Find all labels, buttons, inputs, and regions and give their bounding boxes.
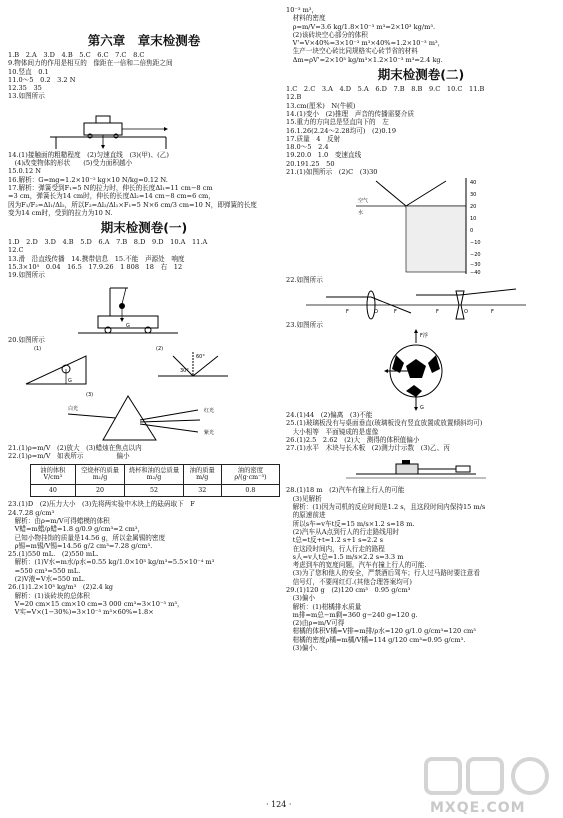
fig21-label: 0: [470, 228, 474, 235]
answer-line: 15.3×10⁵ 0.04 16.5 17.9.26 1 808 18 右 12: [8, 263, 183, 272]
answer-line: (3)偏小: [286, 594, 316, 603]
fig22-label: F: [436, 308, 439, 315]
exam2-title: 期末检测卷(二): [377, 67, 465, 83]
figure-19: [68, 280, 208, 336]
fig22-label: F: [491, 308, 494, 315]
data-table: [30, 464, 280, 498]
answer-line: (2)由ρ=m/V可得: [286, 619, 345, 628]
answer-line: (2)该砖块空心部分的体积: [286, 30, 368, 39]
answer-line: =3 cm，弹簧长为14 cm时，伸长的长度Δl₂=14 cm−8 cm=6 cm，: [8, 192, 215, 201]
figure-13: [48, 101, 188, 151]
answer-line: V实=V×(1−30%)=3×10⁻³ m³×60%=1.8×: [8, 608, 154, 617]
answer-line: 14.(1)变小 (2)推理 声音的传播需要介质: [286, 109, 415, 118]
answer-line: 24.7.28 g/cm³: [8, 508, 55, 517]
answer-line: V'=V×40%=3×10⁻³ m³×40%=1.2×10⁻³ m³，: [286, 39, 445, 48]
table-cell: 52: [125, 484, 183, 497]
fig21-label: 20: [470, 204, 477, 211]
figure-20: [8, 344, 280, 444]
answer-line: 材料的密度: [286, 14, 326, 23]
answer-line: 12.35 35: [8, 84, 42, 93]
fig23-label: F浮: [420, 332, 428, 339]
fig20-label: (1): [34, 345, 42, 352]
fig20-label: 紫光: [204, 429, 215, 436]
fig20-label: 红光: [204, 407, 215, 414]
answer-line: 13.cm(厘米) N(牛顿): [286, 101, 356, 110]
answer-line: 16.1.26(2.24～2.28均可) (2)0.19: [286, 126, 397, 135]
table-cell: 40: [31, 484, 76, 497]
answer-line: 17.质量 4 反射: [286, 134, 341, 143]
answer-line: 21.(1)如图所示 (2)C (3)30: [286, 168, 378, 177]
fig20-label: (3): [86, 391, 94, 398]
table-cell: 20: [75, 484, 125, 497]
fig21-label: 30: [470, 192, 477, 199]
answer-line: 24.(1)44 (2)偏离 (3)不能: [286, 410, 373, 419]
answer-line: 17.解析：弹簧受到F₁=5 N的拉力时，伸长的长度Δl₁=11 cm−8 cm: [8, 183, 213, 192]
fig20-label: 30°: [180, 367, 189, 374]
answer-line: 28.(1)18 m (2)汽车有撞上行人的可能: [286, 486, 405, 495]
answer-line: 25.(1)玻璃板没有与桌面垂直(玻璃板没有竖直放置或放置倾斜均可): [286, 419, 483, 428]
answer-line: 19.20.0 1.0 变速直线: [286, 151, 362, 160]
table-header-cell: 油的体积 V/cm³: [31, 464, 76, 484]
answer-line: 13.滑 沿直线传播 14.携带信息 15.不能 声源处 响度: [8, 254, 185, 263]
answer-line: 26.(1)1.2×10³ kg/m³ (2)2.4 kg: [8, 583, 114, 592]
page-number: · 124 ·: [266, 800, 292, 809]
table-header-cell: 烧杯和油的总质量 m₂/g: [125, 464, 183, 484]
answer-line: 13.如图所示: [8, 92, 45, 101]
answer-line: (2)汽车从A点到行人的行走路线用时: [286, 527, 400, 536]
table-header-cell: 油的质量 m/g: [183, 464, 221, 484]
fig22-label: O: [464, 308, 468, 315]
watermark-text: MXQE.COM: [430, 800, 526, 816]
answer-line: 大小相等 平面镜成的是虚像: [286, 427, 379, 436]
answer-line: 柑橘的体积V橘=V排=m排/ρ水=120 g/1.0 g/cm³=120 cm³: [286, 627, 476, 636]
fig21-label: −30: [470, 262, 481, 269]
answer-line: m排=m总−m剩=360 g−240 g=120 g.: [286, 610, 418, 619]
answer-line: ρ锡=m锡/V锡=14.56 g/2 cm³=7.28 g/cm³.: [8, 541, 153, 550]
fig20-label: G: [68, 377, 72, 384]
answer-line: 解析：(1)V水=m水/ρ水=0.55 kg/1.0×10³ kg/m³=5.5×10⁻⁴ m³: [8, 558, 215, 567]
answer-line: (3)见解析: [286, 494, 322, 503]
answer-line: 18.0～5 2.4: [286, 143, 329, 152]
answer-line: 19.如图所示: [8, 271, 45, 280]
table-cell: 32: [183, 484, 221, 497]
table-cell: 0.8: [221, 484, 279, 497]
fig21-label: 10: [470, 216, 477, 223]
answer-line: 29.(1)120 g (2)120 cm³ 0.95 g/cm³: [286, 585, 411, 594]
answer-line: Δm=ρV'=2×10³ kg/m³×1.2×10⁻³ m³=2.4 kg.: [286, 55, 443, 64]
answer-line: 的原速前进: [286, 511, 326, 520]
fig21-label: 40: [470, 180, 477, 187]
answer-line: 1.D 2.D 3.D 4.B 5.D 6.A 7.B 8.D 9.D 10.A 11.A: [8, 238, 208, 247]
q20-label: 20.如图所示: [8, 335, 45, 344]
fig20-label: 60°: [196, 353, 205, 360]
fig20-label: 白光: [68, 405, 79, 412]
answer-line: 16.解析：G=mg=1.2×10⁻² kg×10 N/kg=0.12 N.: [8, 175, 168, 184]
fig20-label: (2): [156, 345, 164, 352]
table-header-cell: 空烧杯的质量 m₁/g: [75, 464, 125, 484]
answer-line: 所以s车=v车t反=15 m/s×1.2 s=18 m.: [286, 519, 415, 528]
figure-27: [286, 452, 556, 486]
exam1-title: 期末检测卷(一): [100, 220, 188, 236]
answer-line: 12.C: [8, 246, 24, 255]
answer-line: 25.(1)550 mL. (2)550 mL.: [8, 550, 99, 559]
fig22-label: F: [346, 308, 349, 315]
answer-line: 已知小物挂饰的质量是14.56 g，所以金属锡的密度: [8, 533, 166, 542]
answer-line: 变为14 cm时，受到的拉力为10 N.: [8, 208, 113, 217]
left-column: [8, 30, 280, 616]
fig23-label: G: [420, 404, 424, 411]
answer-line: 考虑到车的宽度问题，汽车有撞上行人的可能.: [286, 561, 427, 570]
answer-line: s人=v人t总=1.5 m/s×2.2 s=3.3 m: [286, 552, 404, 561]
answer-line: V=20 cm×15 cm×10 cm=3 000 cm³=3×10⁻³ m³，: [8, 599, 184, 608]
figure-23: [286, 329, 556, 411]
right-column: [286, 6, 556, 652]
answer-line: 柑橘的密度ρ橘=m橘/V橘=114 g/120 cm³=0.95 g/cm³.: [286, 635, 466, 644]
answer-line: 12.B: [286, 93, 302, 102]
fig21-label: −10: [470, 240, 481, 247]
answer-line: 信号灯，不要闯红灯.(其他合理答案均可): [286, 577, 412, 586]
fig21-label: 水: [358, 210, 364, 217]
answer-line: 22.(1)ρ=m/V 如表所示 偏小: [8, 452, 130, 461]
answer-line: =550 cm³=550 mL.: [8, 566, 81, 575]
answer-line: 23.(1)D (2)压力大小 (3)先将两实验中木块上的砝码取下 F: [8, 500, 195, 509]
answer-line: 14.(1)接触面的粗糙程度 (2)匀速直线 (3)(甲)、(乙): [8, 150, 169, 159]
fig21-label: −20: [470, 252, 481, 259]
answer-line: 26.(1)2.5 2.62 (2)大 测得的体积值偏小: [286, 435, 420, 444]
answer-line: 20.191.25 50: [286, 159, 335, 168]
answer-line: 解析：(1)因为司机的反应时间是1.2 s，且这段时间内保持15 m/s: [286, 503, 486, 512]
answer-line: (3)偏小.: [286, 644, 318, 653]
figure-21: [286, 176, 556, 276]
answer-line: t总=t反+t=1.2 s+1 s=2.2 s: [286, 536, 383, 545]
answer-line: 生产一块空心砖比同规格实心砖节省的材料: [286, 47, 418, 56]
answer-line: 1.B 2.A 3.D 4.B 5.C 6.C 7.C 8.C: [8, 51, 145, 59]
answer-line: 10⁻³ m³，: [286, 6, 319, 14]
answer-line: (2)V液=V水=550 mL.: [8, 574, 86, 583]
answer-line: 1.C 2.C 3.A 4.D 5.A 6.D 7.B 8.B 9.C 10.C 11.B: [286, 85, 485, 94]
answer-line: 10.竖直 0.1: [8, 67, 49, 76]
fig21-label: 空气: [358, 198, 369, 205]
answer-line: 21.(1)ρ=m/V (2)放大 (3)蜡烛在焦点以内: [8, 443, 142, 452]
answer-line: ρ=m/V=3.6 kg/1.8×10⁻³ m³=2×10³ kg/m³.: [286, 22, 436, 31]
table-header-cell: 油的密度 ρ/(g·cm⁻³): [221, 464, 279, 484]
answer-line: 27.(1)水平 木块与长木板 (2)测力计示数 (3)乙、丙: [286, 444, 450, 453]
fig22-label: F: [394, 308, 397, 315]
answer-line: (3)为了您和他人的安全，严禁酒后驾车；行人过马路时要注意看: [286, 569, 480, 578]
answer-line: V蜡=m蜡/ρ蜡=1.8 g/0.9 g/cm³=2 cm³，: [8, 525, 145, 534]
chapter-title: 第六章 章末检测卷: [87, 33, 201, 48]
answer-line: 解析：由ρ=m/V可得蜡模的体积: [8, 516, 110, 525]
answer-line: 9.物体间力的作用是相互的 像距在一倍和二倍焦距之间: [8, 59, 173, 68]
fig21-label: −40: [470, 270, 481, 277]
answer-line: 15.0.12 N: [8, 167, 42, 176]
q23-label: 23.如图所示: [286, 320, 323, 329]
figure-22: [286, 285, 556, 321]
q22-label: 22.如图所示: [286, 276, 323, 285]
answer-line: 解析：(1)该砖块的总体积: [8, 591, 90, 600]
answer-line: 在这段时间内，行人行走的路程: [286, 544, 385, 553]
fig22-label: O: [374, 308, 378, 315]
answer-line: 15.重力的方向总是竖直向下的 左: [286, 118, 389, 127]
answer-line: (4)改变物体的形状 (5)受力面积越小: [8, 159, 133, 168]
answer-line: 11.0～5 0.2 3.2 N: [8, 75, 76, 84]
answer-line: 解析：(1)柑橘排水质量: [286, 602, 362, 611]
answer-line: 因为F₁/F₂=Δl₁/Δl₂，所以F₂=Δl₂/Δl₁×F₁=5 N×6 cm/3 cm=10 N，即弹簧的长度: [8, 200, 257, 209]
svg-text:G: G: [126, 322, 130, 329]
